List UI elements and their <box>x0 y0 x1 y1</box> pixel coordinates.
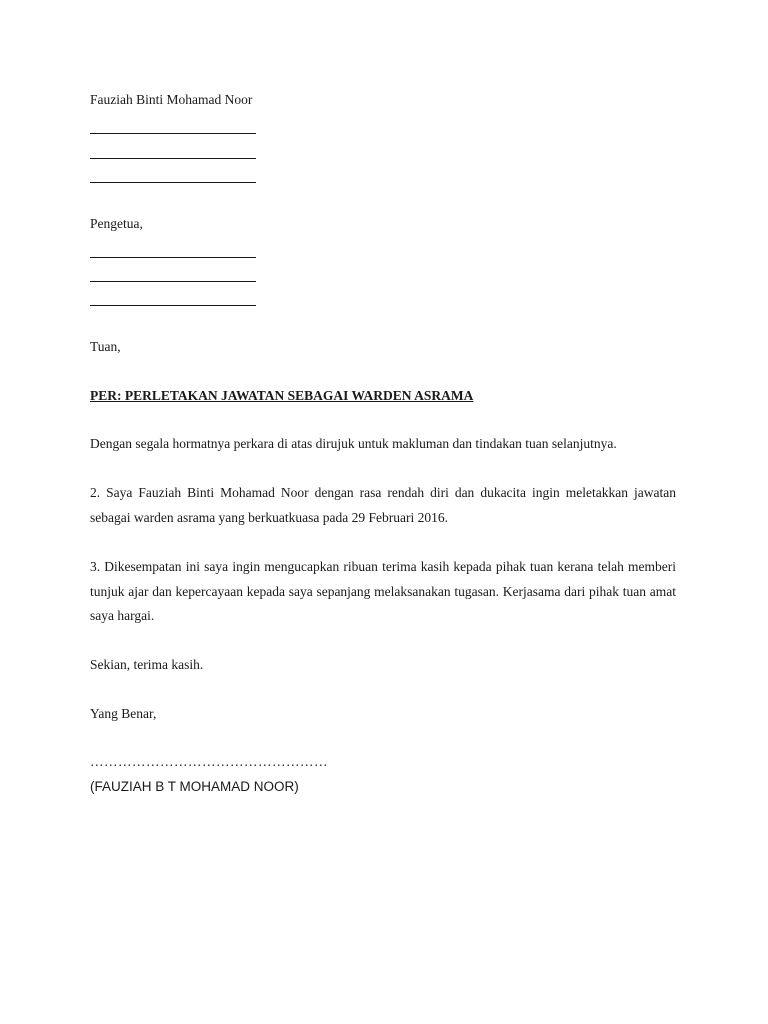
closing-thanks: Sekian, terima kasih. <box>90 657 204 672</box>
signature-line: …………………………………………… <box>90 754 328 769</box>
paragraph-2: 2. Saya Fauziah Binti Mohamad Noor dengan rasa rendah diri dan dukacita ingin meletakkan jawatan sebagai warden asrama yang berkuatkuasa pada 29 Februari 2016. <box>90 485 676 525</box>
salutation: Tuan, <box>90 339 121 354</box>
sender-name: Fauziah Binti Mohamad Noor <box>90 92 253 107</box>
signatory-name: (FAUZIAH B T MOHAMAD NOOR) <box>90 779 299 794</box>
paragraph-3: 3. Dikesempatan ini saya ingin mengucapkan ribuan terima kasih kepada pihak tuan kerana telah memberi tunjuk ajar dan kepercayaan kepada saya sepanjang melaksanakan tugasan. Kerjasama dari pihak tuan amat saya hargai. <box>90 559 676 623</box>
recipient-address-line-2 <box>90 281 256 282</box>
sender-address-line-3 <box>90 182 256 183</box>
recipient-address-line-3 <box>90 305 256 306</box>
sender-address-line-1 <box>90 133 256 134</box>
subject-line: PER: PERLETAKAN JAWATAN SEBAGAI WARDEN ASRAMA <box>90 388 474 403</box>
closing-signoff: Yang Benar, <box>90 706 157 721</box>
recipient-title: Pengetua, <box>90 216 143 231</box>
paragraph-1: Dengan segala hormatnya perkara di atas dirujuk untuk makluman dan tindakan tuan selanjutnya. <box>90 436 617 451</box>
sender-address-line-2 <box>90 158 256 159</box>
recipient-address-line-1 <box>90 257 256 258</box>
